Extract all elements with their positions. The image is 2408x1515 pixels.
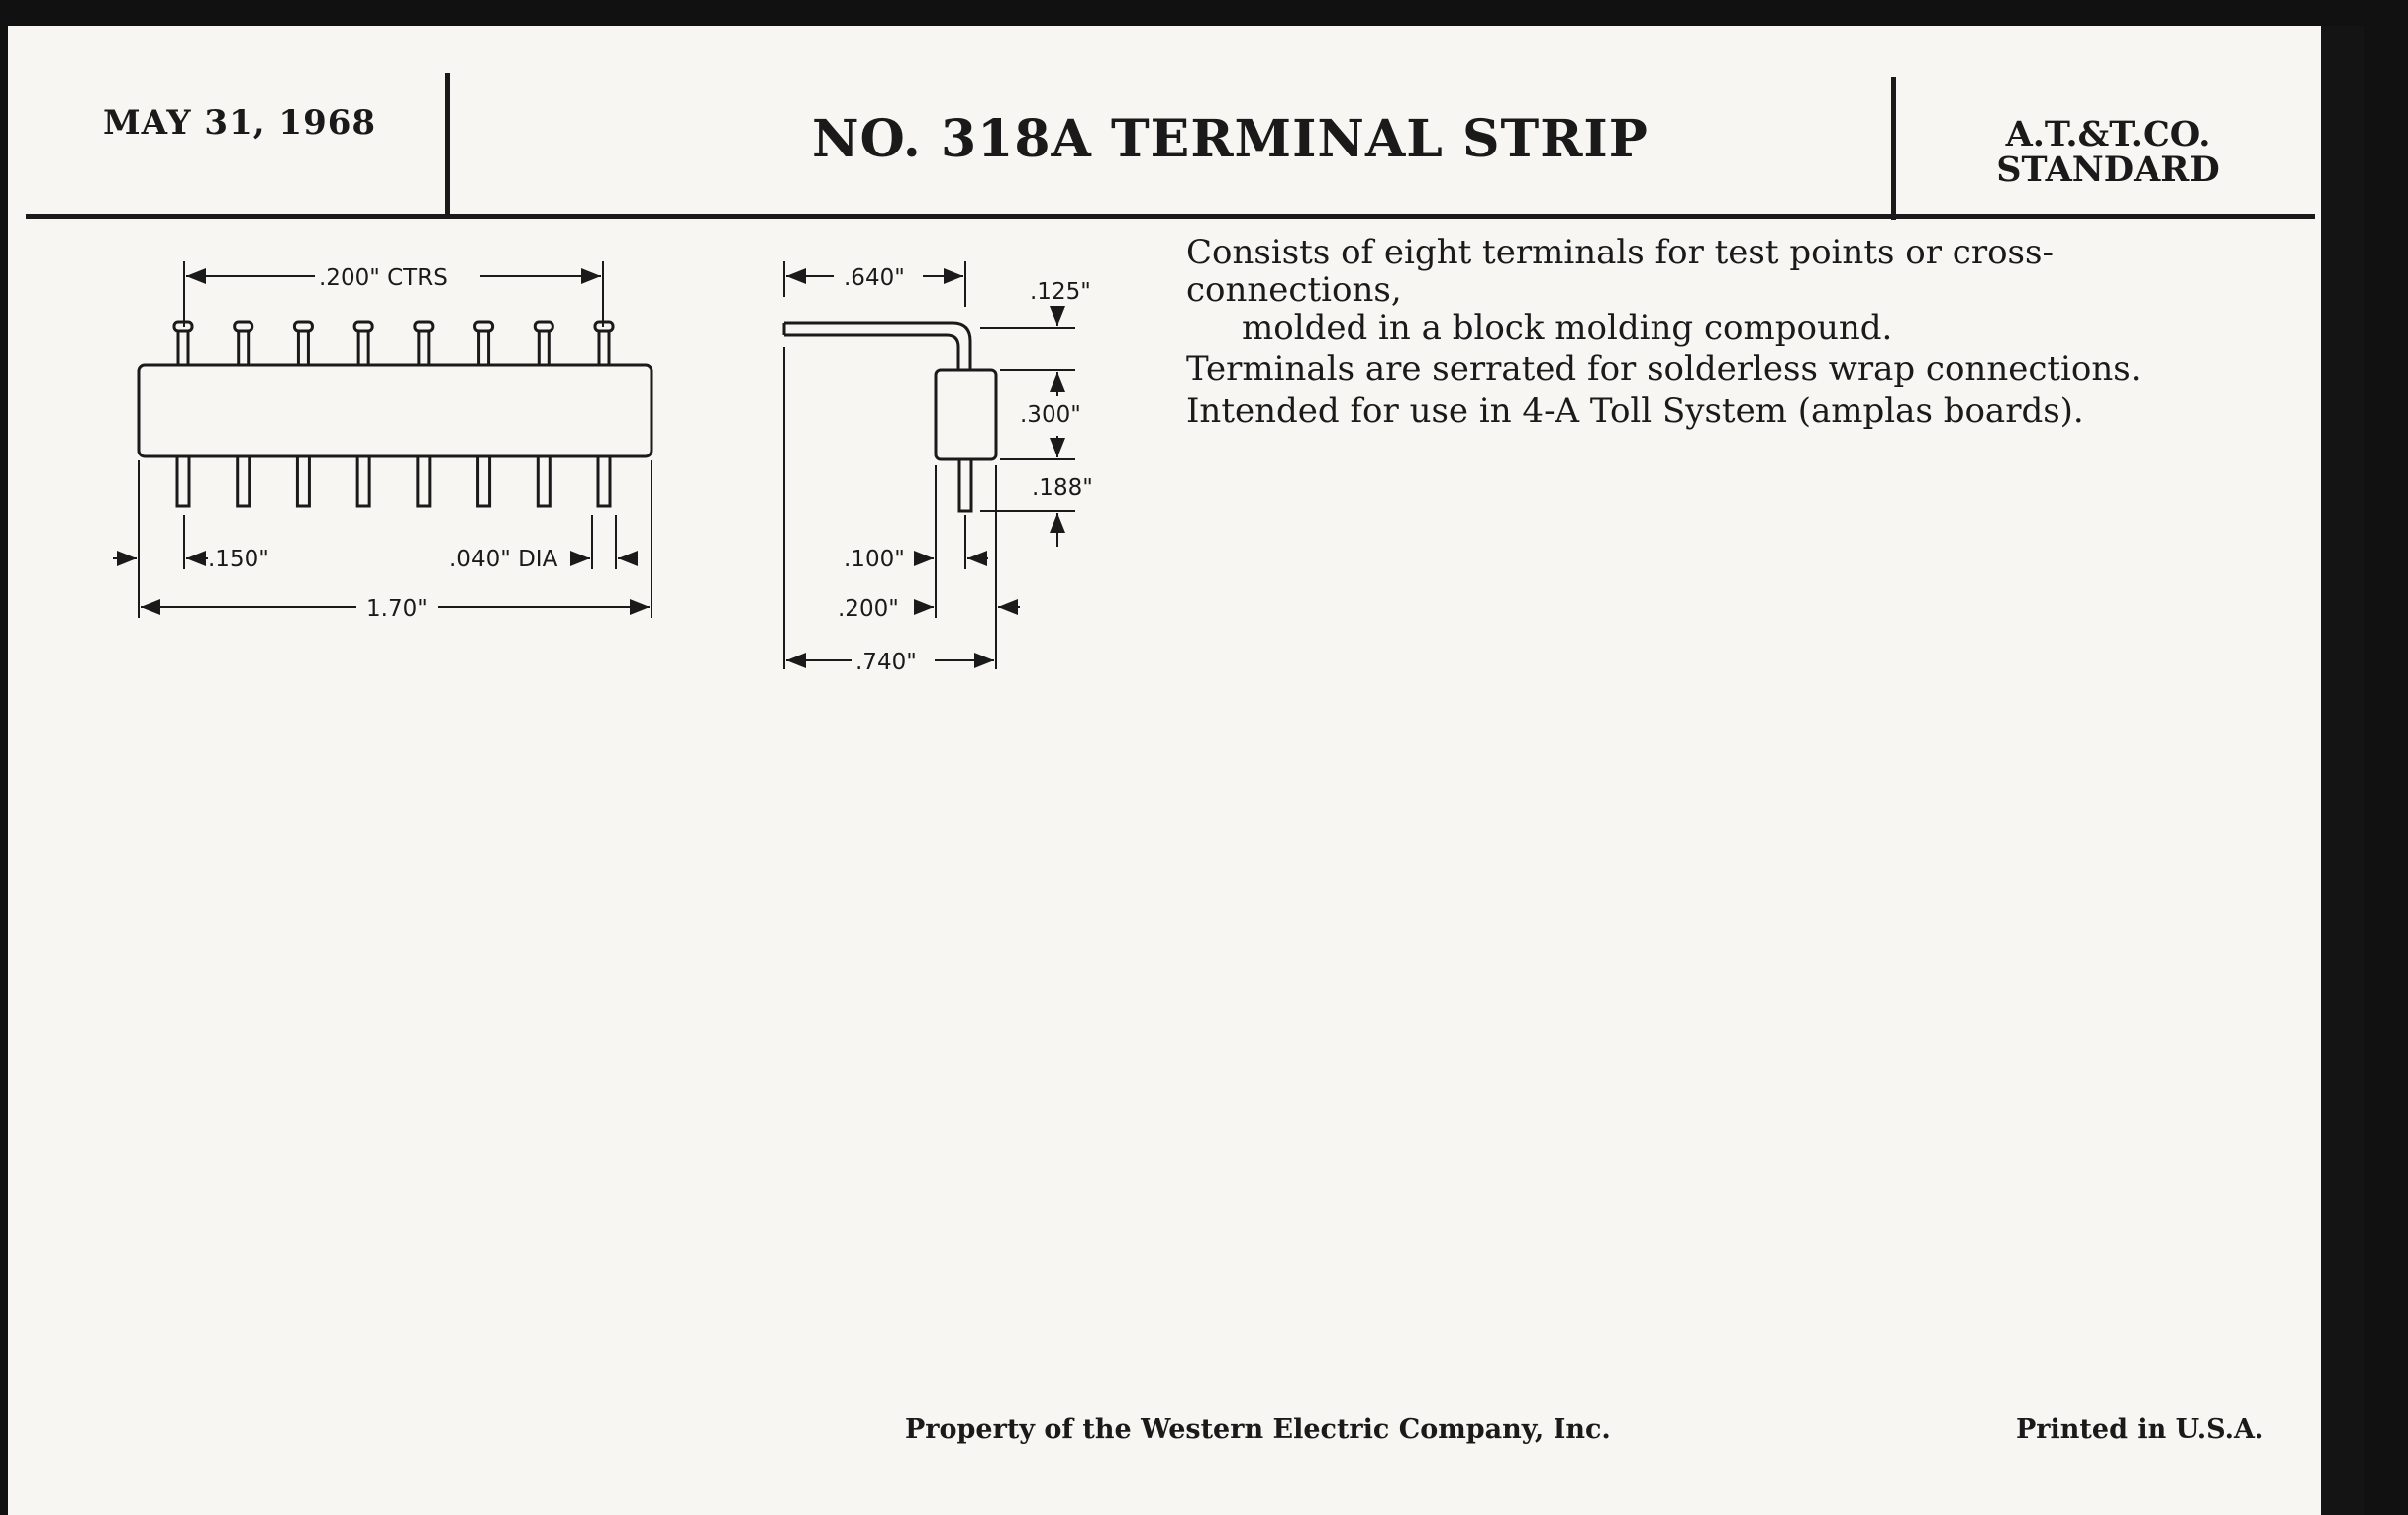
dim-pin-diameter: .040" DIA <box>450 547 558 572</box>
description-line-3: Intended for use in 4-A Toll System (amplas boards). <box>1186 391 2084 431</box>
dim-overall-length: 1.70" <box>366 596 428 622</box>
issue-date: MAY 31, 1968 <box>103 103 377 143</box>
footer-printed: Printed in U.S.A. <box>2016 1414 2264 1445</box>
dim-centers: .200" CTRS <box>319 265 448 291</box>
side-block <box>936 370 996 459</box>
dim-tail: .125" <box>1030 279 1091 305</box>
side-pin <box>959 459 971 511</box>
dim-200: .200" <box>838 596 899 622</box>
front-view-drawing <box>113 261 652 618</box>
footer-property: Property of the Western Electric Company, Inc. <box>905 1414 1611 1445</box>
standard-line-1: A.T.&T.CO. <box>2005 114 2211 154</box>
description-line-2: Terminals are serrated for solderless wrap connections. <box>1186 350 2142 389</box>
dim-body-height: .300" <box>1020 402 1081 428</box>
dim-100: .100" <box>844 547 905 572</box>
molded-block <box>139 365 652 456</box>
side-view-drawing <box>784 261 1075 669</box>
dim-end-offset: .150" <box>208 547 269 572</box>
dim-total: .740" <box>855 650 917 675</box>
page-title: NO. 318A TERMINAL STRIP <box>812 109 1649 169</box>
description-line-1: Consists of eight terminals for test points or cross-connections, molded in a block molding compound. <box>1186 233 2054 348</box>
dim-pin-length: .188" <box>1032 475 1093 501</box>
dim-top-width: .640" <box>844 265 905 291</box>
standard-line-2: STANDARD <box>1996 150 2220 190</box>
